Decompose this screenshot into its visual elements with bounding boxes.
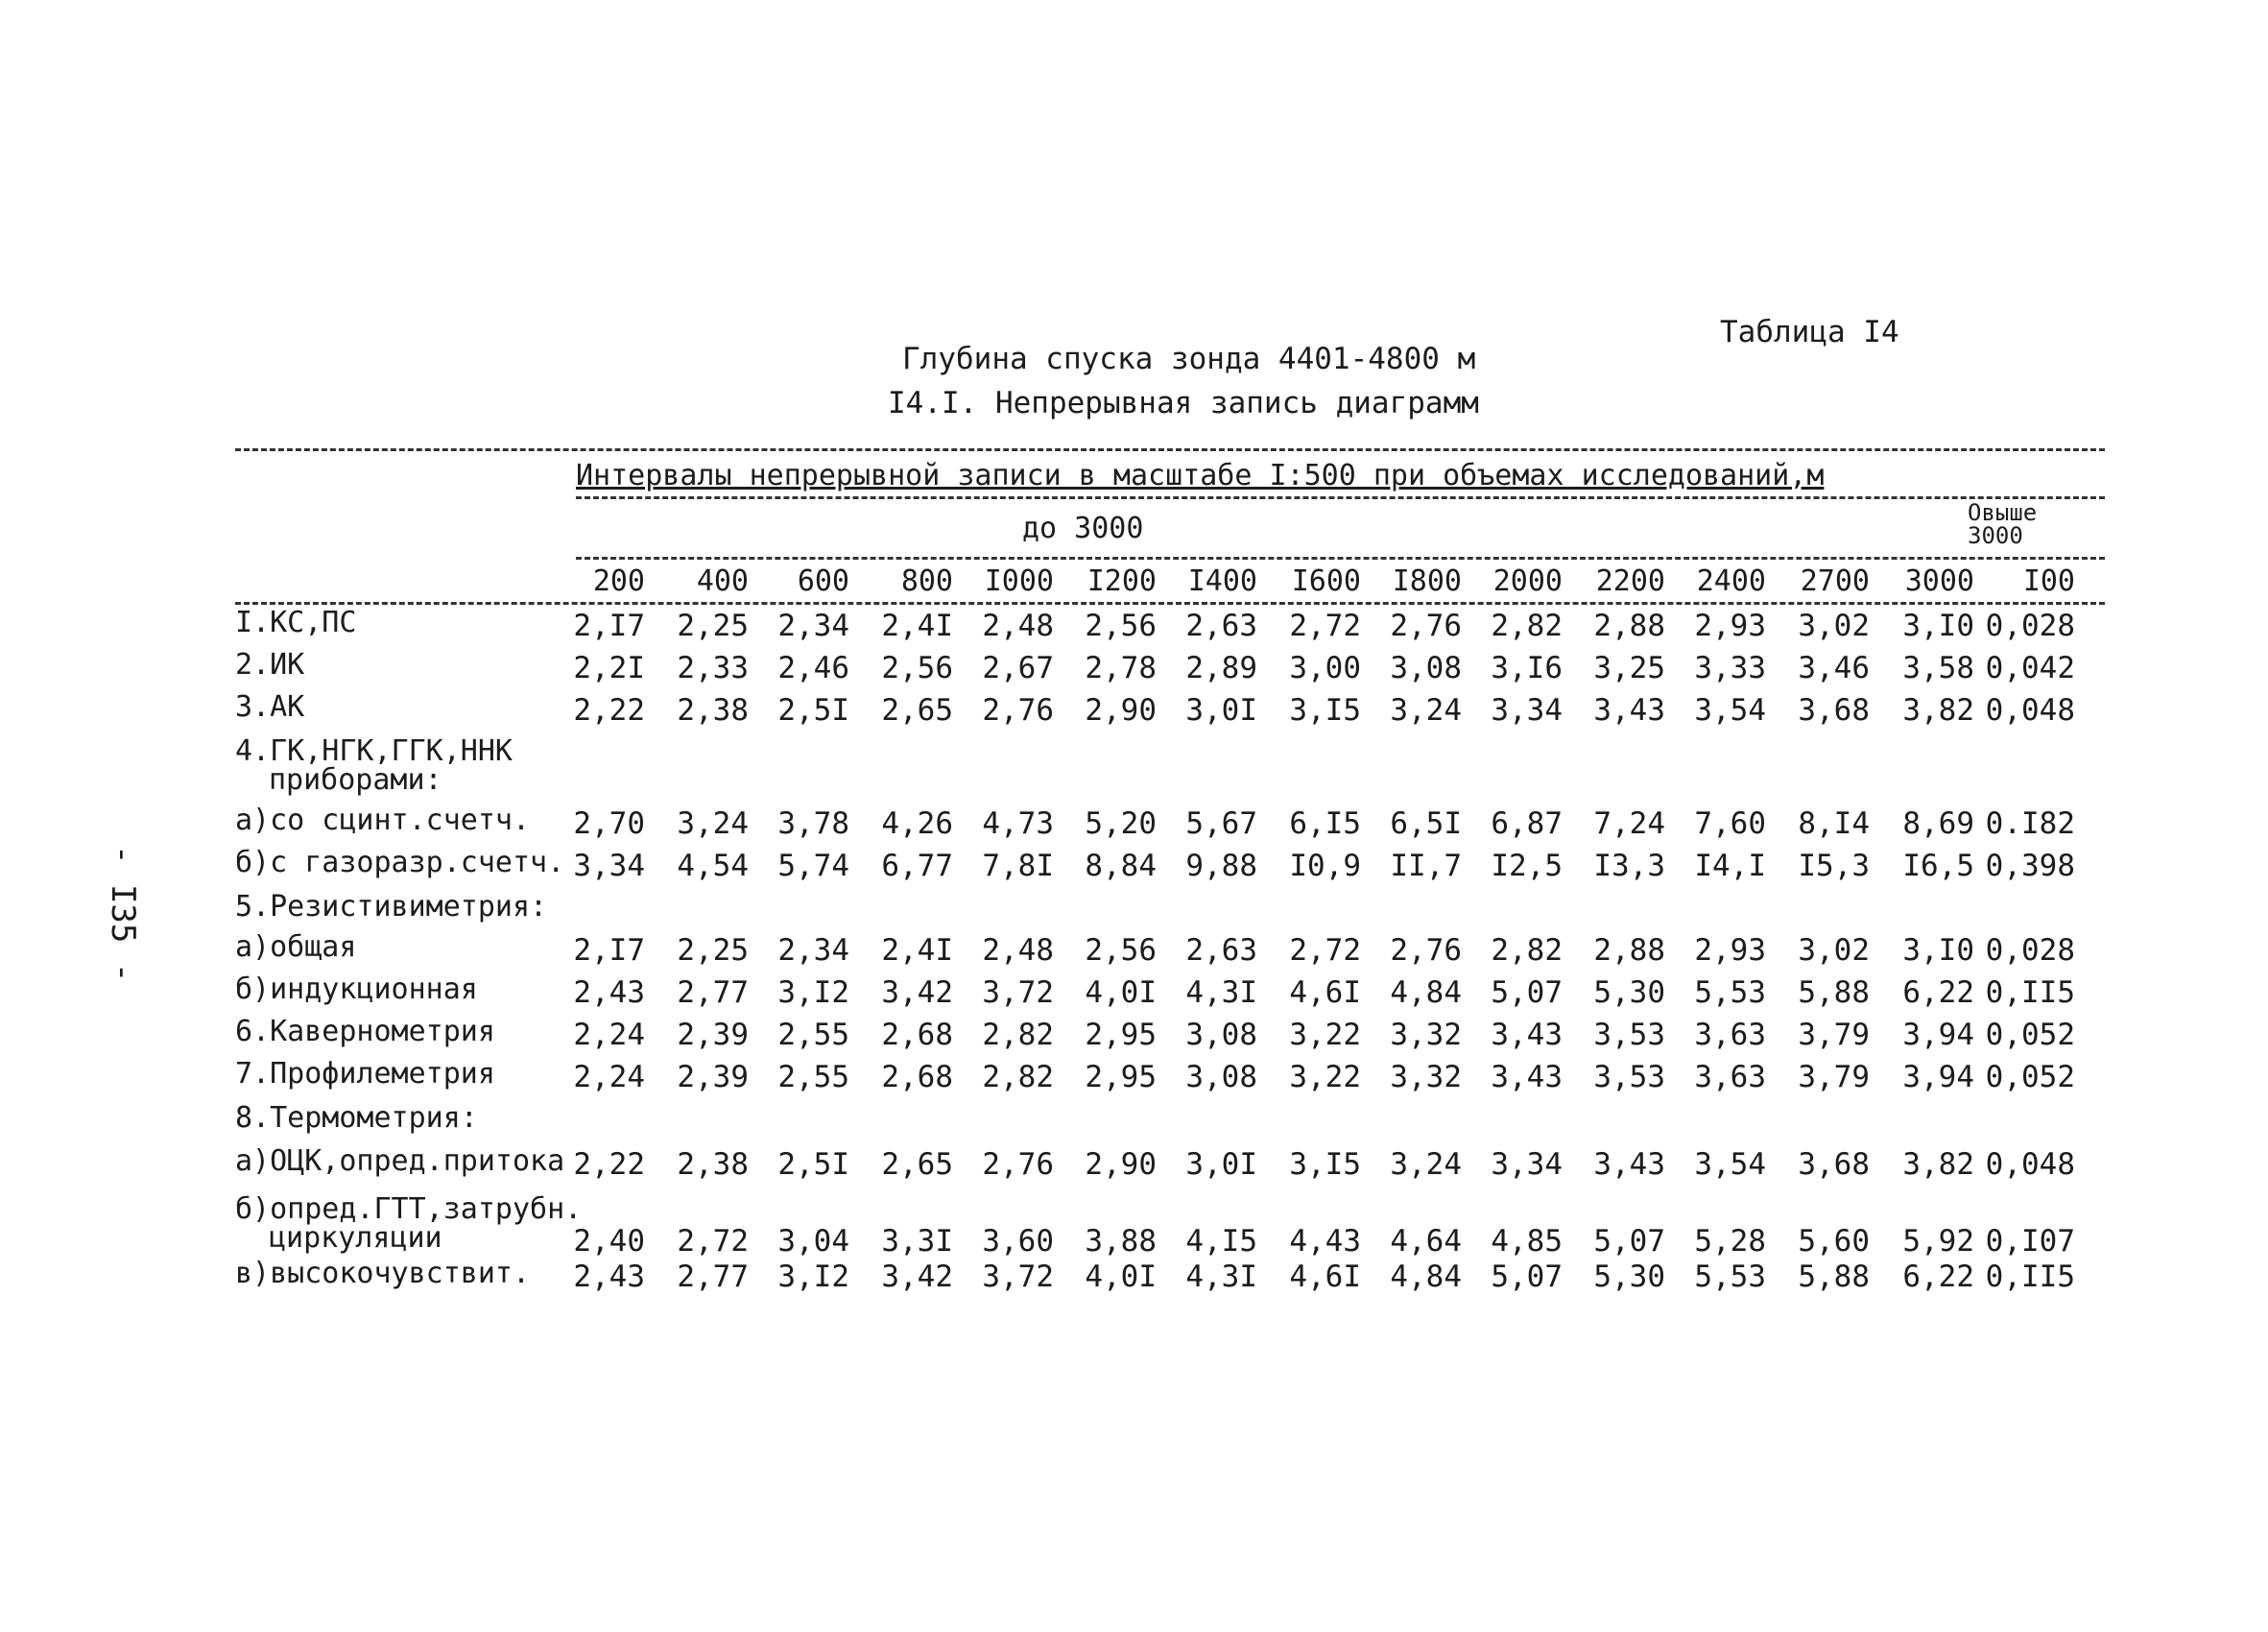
table-cell: 0,048 xyxy=(1985,693,2075,728)
table-cell: 6,77 xyxy=(881,849,953,883)
table-cell: 0,048 xyxy=(1985,1147,2075,1182)
column-group-title: Интервалы непрерывной записи в масштабе I:500 при объемах исследований,м xyxy=(576,459,1825,492)
table-cell: 2,4I xyxy=(881,933,953,968)
table-cell: 3,I2 xyxy=(777,975,849,1010)
table-cell: 3,32 xyxy=(1390,1018,1462,1052)
page-title: Глубина спуска зонда 4401-4800 м xyxy=(902,342,1476,376)
table-cell: 2,24 xyxy=(573,1018,645,1052)
table-cell: 3,63 xyxy=(1694,1018,1766,1052)
table-cell: 2,25 xyxy=(677,933,749,968)
column-header: I00 xyxy=(2022,564,2075,598)
table-cell: 2,22 xyxy=(573,693,645,728)
column-header: 2200 xyxy=(1595,564,1665,598)
table-cell: 3,I6 xyxy=(1491,651,1563,685)
page-number: - I35 - xyxy=(104,845,142,983)
table-cell: 4,6I xyxy=(1289,975,1361,1010)
table-cell: 2,I7 xyxy=(573,933,645,968)
column-header: 400 xyxy=(696,564,749,598)
table-cell: 2,72 xyxy=(1289,609,1361,643)
table-cell: 2,68 xyxy=(881,1060,953,1094)
row-label: 4.ГК,НГК,ГГК,ННК xyxy=(235,734,513,768)
table-cell: 4,3I xyxy=(1185,1260,1257,1294)
table-cell: 3,79 xyxy=(1798,1018,1870,1052)
table-cell: 7,8I xyxy=(982,849,1054,883)
table-cell: 2,82 xyxy=(1491,933,1563,968)
table-cell: 3,02 xyxy=(1798,933,1870,968)
table-cell: 4,84 xyxy=(1390,975,1462,1010)
row-label: б)опред.ГТТ,затрубн. xyxy=(235,1192,583,1226)
table-cell: 2,68 xyxy=(881,1018,953,1052)
table-cell: 2,24 xyxy=(573,1060,645,1094)
table-cell: 3,34 xyxy=(1491,693,1563,728)
table-cell: I2,5 xyxy=(1491,849,1563,883)
table-cell: 2,90 xyxy=(1085,693,1157,728)
table-cell: 3,00 xyxy=(1289,651,1361,685)
table-cell: 4,54 xyxy=(677,849,749,883)
table-cell: II,7 xyxy=(1390,849,1462,883)
table-cell: 2,56 xyxy=(1085,933,1157,968)
table-cell: 3,22 xyxy=(1289,1018,1361,1052)
table-cell: 5,30 xyxy=(1593,1260,1665,1294)
table-cell: 3,60 xyxy=(982,1224,1054,1259)
table-cell: 2,39 xyxy=(677,1060,749,1094)
table-cell: 0,042 xyxy=(1985,651,2075,685)
group-rule xyxy=(576,496,2105,499)
table-cell: 3,22 xyxy=(1289,1060,1361,1094)
row-label: б)с газоразр.счетч. xyxy=(235,846,565,879)
table-cell: 2,55 xyxy=(777,1018,849,1052)
table-cell: 2,95 xyxy=(1085,1060,1157,1094)
column-header: I600 xyxy=(1291,564,1361,598)
row-label: а)ОЦК,опред.притока xyxy=(235,1144,565,1178)
above-3000-label: Овыше 3000 xyxy=(1968,499,2038,549)
table-cell: 5,88 xyxy=(1798,1260,1870,1294)
table-cell: 2,88 xyxy=(1593,609,1665,643)
table-cell: 2,76 xyxy=(1390,933,1462,968)
table-cell: 3,43 xyxy=(1491,1018,1563,1052)
table-cell: 2,77 xyxy=(677,1260,749,1294)
table-cell: 2,76 xyxy=(982,693,1054,728)
table-cell: 2,88 xyxy=(1593,933,1665,968)
table-cell: 2,72 xyxy=(1289,933,1361,968)
table-cell: 3,68 xyxy=(1798,693,1870,728)
table-cell: I3,3 xyxy=(1593,849,1665,883)
table-label: Таблица I4 xyxy=(1720,315,1899,349)
table-cell: 6,I5 xyxy=(1289,806,1361,841)
table-cell: 3,08 xyxy=(1390,651,1462,685)
table-cell: 3,68 xyxy=(1798,1147,1870,1182)
table-cell: I6,5 xyxy=(1902,849,1974,883)
table-cell: 2,72 xyxy=(677,1224,749,1259)
table-cell: 3,88 xyxy=(1085,1224,1157,1259)
column-header: 600 xyxy=(797,564,849,598)
table-cell: 6,87 xyxy=(1491,806,1563,841)
table-cell: 3,34 xyxy=(1491,1147,1563,1182)
table-cell: 2,43 xyxy=(573,1260,645,1294)
table-cell: 4,73 xyxy=(982,806,1054,841)
table-cell: 2,63 xyxy=(1185,933,1257,968)
table-cell: 3,43 xyxy=(1491,1060,1563,1094)
table-cell: 2,I7 xyxy=(573,609,645,643)
table-cell: 2,40 xyxy=(573,1224,645,1259)
table-cell: 5,67 xyxy=(1185,806,1257,841)
table-cell: 2,93 xyxy=(1694,609,1766,643)
table-cell: 5,20 xyxy=(1085,806,1157,841)
table-cell: 3,3I xyxy=(881,1224,953,1259)
row-label: 2.ИК xyxy=(235,648,305,682)
table-cell: 3,I0 xyxy=(1902,609,1974,643)
column-header: I000 xyxy=(984,564,1054,598)
row-label: 7.Профилеметрия xyxy=(235,1057,495,1091)
column-header: I800 xyxy=(1392,564,1462,598)
table-cell: 2,76 xyxy=(1390,609,1462,643)
table-cell: 6,5I xyxy=(1390,806,1462,841)
table-cell: 3,53 xyxy=(1593,1060,1665,1094)
table-cell: 2,95 xyxy=(1085,1018,1157,1052)
table-cell: 3,04 xyxy=(777,1224,849,1259)
table-cell: 2,65 xyxy=(881,693,953,728)
column-header: 2400 xyxy=(1696,564,1766,598)
table-cell: 4,64 xyxy=(1390,1224,1462,1259)
table-cell: 3,94 xyxy=(1902,1060,1974,1094)
table-cell: 3,54 xyxy=(1694,1147,1766,1182)
table-cell: 5,74 xyxy=(777,849,849,883)
table-cell: 3,82 xyxy=(1902,1147,1974,1182)
table-cell: 5,92 xyxy=(1902,1224,1974,1259)
table-cell: 3,42 xyxy=(881,975,953,1010)
table-cell: 2,48 xyxy=(982,609,1054,643)
table-cell: 0,052 xyxy=(1985,1060,2075,1094)
row-label: 8.Термометрия: xyxy=(235,1101,478,1135)
table-cell: 2,78 xyxy=(1085,651,1157,685)
table-cell: 3,24 xyxy=(1390,693,1462,728)
table-cell: I0,9 xyxy=(1289,849,1361,883)
table-cell: 3,34 xyxy=(573,849,645,883)
table-cell: 2,77 xyxy=(677,975,749,1010)
table-cell: 5,07 xyxy=(1491,1260,1563,1294)
table-cell: 3,79 xyxy=(1798,1060,1870,1094)
table-cell: 2,33 xyxy=(677,651,749,685)
table-cell: 3,42 xyxy=(881,1260,953,1294)
table-cell: 3,53 xyxy=(1593,1018,1665,1052)
table-cell: 3,46 xyxy=(1798,651,1870,685)
table-cell: 4,0I xyxy=(1085,975,1157,1010)
table-cell: 0.I82 xyxy=(1985,806,2075,841)
table-cell: 2,82 xyxy=(982,1018,1054,1052)
table-cell: 5,53 xyxy=(1694,1260,1766,1294)
table-cell: 2,22 xyxy=(573,1147,645,1182)
table-cell: 3,54 xyxy=(1694,693,1766,728)
table-cell: 0,052 xyxy=(1985,1018,2075,1052)
table-cell: 0,398 xyxy=(1985,849,2075,883)
table-cell: 2,56 xyxy=(881,651,953,685)
top-rule xyxy=(235,448,2105,451)
table-cell: 3,43 xyxy=(1593,693,1665,728)
table-cell: 4,26 xyxy=(881,806,953,841)
table-cell: 2,38 xyxy=(677,1147,749,1182)
table-cell: 0,028 xyxy=(1985,933,2075,968)
table-cell: 2,70 xyxy=(573,806,645,841)
table-cell: 8,I4 xyxy=(1798,806,1870,841)
column-header: 3000 xyxy=(1904,564,1974,598)
table-cell: 3,I2 xyxy=(777,1260,849,1294)
table-cell: 9,88 xyxy=(1185,849,1257,883)
table-cell: 2,89 xyxy=(1185,651,1257,685)
row-label-continuation: циркуляции xyxy=(269,1221,442,1255)
table-cell: 2,25 xyxy=(677,609,749,643)
table-cell: 2,65 xyxy=(881,1147,953,1182)
table-cell: 2,34 xyxy=(777,933,849,968)
table-cell: 3,78 xyxy=(777,806,849,841)
row-label: б)индукционная xyxy=(235,972,478,1006)
row-label: 5.Резистивиметрия: xyxy=(235,890,548,924)
table-cell: 8,69 xyxy=(1902,806,1974,841)
table-cell: 0,II5 xyxy=(1985,975,2075,1010)
page-subtitle: I4.I. Непрерывная запись диаграмм xyxy=(888,386,1479,420)
table-cell: 3,72 xyxy=(982,975,1054,1010)
table-cell: 2,56 xyxy=(1085,609,1157,643)
table-cell: 5,88 xyxy=(1798,975,1870,1010)
column-header: I400 xyxy=(1187,564,1257,598)
column-header: 2700 xyxy=(1800,564,1870,598)
table-cell: 2,67 xyxy=(982,651,1054,685)
table-cell: 4,6I xyxy=(1289,1260,1361,1294)
table-cell: 2,46 xyxy=(777,651,849,685)
table-cell: 2,39 xyxy=(677,1018,749,1052)
table-cell: 4,0I xyxy=(1085,1260,1157,1294)
row-label-continuation: приборами: xyxy=(269,763,442,797)
table-cell: 3,25 xyxy=(1593,651,1665,685)
table-cell: 2,48 xyxy=(982,933,1054,968)
table-cell: 3,02 xyxy=(1798,609,1870,643)
table-cell: 3,94 xyxy=(1902,1018,1974,1052)
table-cell: 3,32 xyxy=(1390,1060,1462,1094)
table-cell: 8,84 xyxy=(1085,849,1157,883)
row-label: а)общая xyxy=(235,930,357,964)
table-cell: 5,60 xyxy=(1798,1224,1870,1259)
subheader-rule xyxy=(576,557,2105,560)
table-cell: 0,II5 xyxy=(1985,1260,2075,1294)
column-header: 2000 xyxy=(1492,564,1563,598)
table-cell: 5,28 xyxy=(1694,1224,1766,1259)
table-cell: 3,72 xyxy=(982,1260,1054,1294)
table-cell: 4,85 xyxy=(1491,1224,1563,1259)
table-cell: 2,43 xyxy=(573,975,645,1010)
table-cell: 2,55 xyxy=(777,1060,849,1094)
table-cell: 3,33 xyxy=(1694,651,1766,685)
table-cell: 2,63 xyxy=(1185,609,1257,643)
table-cell: 3,58 xyxy=(1902,651,1974,685)
table-cell: 5,07 xyxy=(1491,975,1563,1010)
row-label: 3.АК xyxy=(235,690,305,724)
table-cell: 4,3I xyxy=(1185,975,1257,1010)
table-cell: 5,07 xyxy=(1593,1224,1665,1259)
table-cell: 2,2I xyxy=(573,651,645,685)
table-cell: 3,0I xyxy=(1185,693,1257,728)
table-cell: 7,24 xyxy=(1593,806,1665,841)
table-cell: 3,I5 xyxy=(1289,1147,1361,1182)
table-cell: 3,0I xyxy=(1185,1147,1257,1182)
table-cell: 3,I0 xyxy=(1902,933,1974,968)
table-cell: 3,08 xyxy=(1185,1060,1257,1094)
column-header: 200 xyxy=(592,564,645,598)
table-cell: 4,I5 xyxy=(1185,1224,1257,1259)
table-cell: 2,90 xyxy=(1085,1147,1157,1182)
table-cell: 3,I5 xyxy=(1289,693,1361,728)
table-cell: 6,22 xyxy=(1902,975,1974,1010)
table-cell: 2,4I xyxy=(881,609,953,643)
table-cell: 0,I07 xyxy=(1985,1224,2075,1259)
row-label: 6.Кавернометрия xyxy=(235,1015,495,1048)
table-cell: 2,5I xyxy=(777,693,849,728)
table-cell: 5,30 xyxy=(1593,975,1665,1010)
column-header: I200 xyxy=(1086,564,1157,598)
table-cell: 7,60 xyxy=(1694,806,1766,841)
table-cell: 2,38 xyxy=(677,693,749,728)
table-cell: 3,24 xyxy=(677,806,749,841)
header-bottom-rule xyxy=(235,602,2105,605)
table-cell: 2,34 xyxy=(777,609,849,643)
row-label: в)высокочувствит. xyxy=(235,1257,531,1290)
table-cell: 2,5I xyxy=(777,1147,849,1182)
table-cell: 2,82 xyxy=(982,1060,1054,1094)
table-cell: I4,I xyxy=(1694,849,1766,883)
table-cell: 4,43 xyxy=(1289,1224,1361,1259)
table-cell: 3,43 xyxy=(1593,1147,1665,1182)
table-cell: 2,76 xyxy=(982,1147,1054,1182)
table-cell: 5,53 xyxy=(1694,975,1766,1010)
table-cell: I5,3 xyxy=(1798,849,1870,883)
row-label: I.КС,ПС xyxy=(235,606,357,639)
table-cell: 3,08 xyxy=(1185,1018,1257,1052)
table-cell: 2,93 xyxy=(1694,933,1766,968)
row-label: а)со сцинт.счетч. xyxy=(235,804,531,837)
table-cell: 4,84 xyxy=(1390,1260,1462,1294)
column-header: 800 xyxy=(900,564,953,598)
table-cell: 0,028 xyxy=(1985,609,2075,643)
table-cell: 3,24 xyxy=(1390,1147,1462,1182)
table-cell: 3,82 xyxy=(1902,693,1974,728)
table-cell: 6,22 xyxy=(1902,1260,1974,1294)
up-to-3000-label: до 3000 xyxy=(1022,512,1144,545)
table-cell: 3,63 xyxy=(1694,1060,1766,1094)
table-cell: 2,82 xyxy=(1491,609,1563,643)
